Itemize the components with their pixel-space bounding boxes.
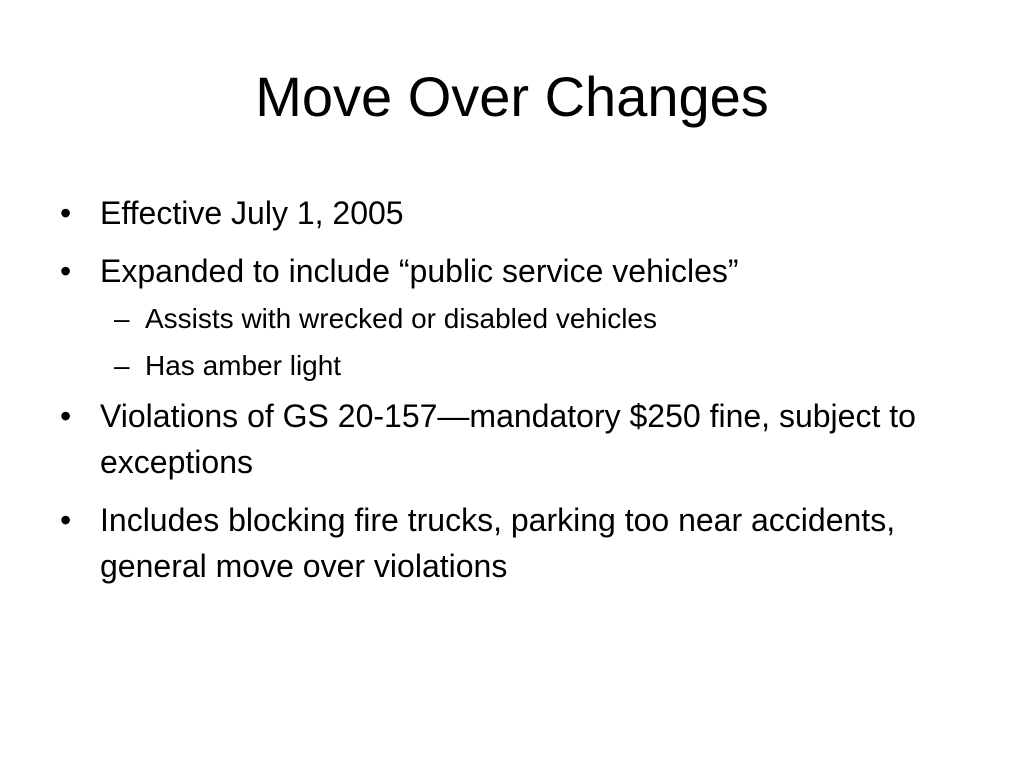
bullet-text: Expanded to include “public service vehicles” xyxy=(100,253,739,289)
sub-bullet-text: Assists with wrecked or disabled vehicles xyxy=(145,303,657,334)
bullet-text: Effective July 1, 2005 xyxy=(100,195,404,231)
bullet-marker: • xyxy=(60,253,72,289)
bullet-item-effective-date xyxy=(0,190,1024,236)
bullet-item-violations xyxy=(0,393,1024,485)
slide-title: Move Over Changes xyxy=(255,65,769,128)
bullet-marker: • xyxy=(60,195,72,231)
sub-bullet-item-assists xyxy=(0,299,1024,339)
dash-marker: – xyxy=(114,303,130,334)
dash-marker: – xyxy=(114,350,130,381)
bullet-marker: • xyxy=(60,502,72,538)
bullet-item-expanded xyxy=(0,248,1024,294)
sub-bullet-item-amber-light xyxy=(0,346,1024,386)
bullet-text: Violations of GS 20-157—mandatory $250 fine, subject to exceptions xyxy=(100,398,916,480)
sub-bullet-text: Has amber light xyxy=(145,350,342,381)
bullet-list xyxy=(0,190,1024,589)
bullet-marker: • xyxy=(60,398,72,434)
bullet-text: Includes blocking fire trucks, parking too near accidents, general move over violations xyxy=(100,502,896,584)
bullet-item-includes xyxy=(0,497,1024,589)
